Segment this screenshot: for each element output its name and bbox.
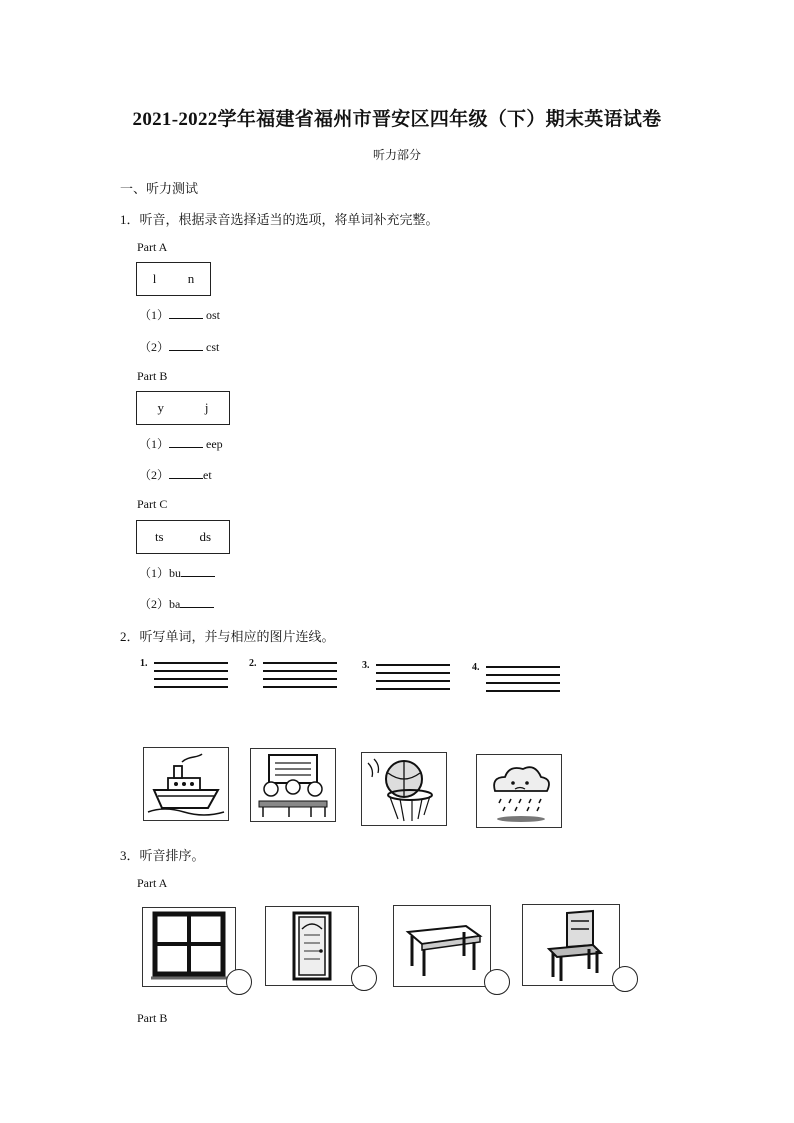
answer-circle[interactable] [351,965,377,991]
writing-lines-3[interactable]: 3. [362,664,452,694]
answer-blank[interactable] [169,308,203,319]
section-heading: 一、听力测试 [120,181,199,196]
q1-part-a-label: Part A [137,240,168,254]
answer-blank[interactable] [181,566,215,577]
q3-part-b-label: Part B [137,1011,168,1025]
answer-blank[interactable] [169,437,203,448]
option: l [152,271,157,286]
option: ds [199,529,212,544]
question-1-prompt: 1．听音，根据录音选择适当的选项，将单词补充完整。 [120,212,439,227]
door-picture [265,906,359,986]
writing-lines-4[interactable]: 4. [472,666,562,696]
table-picture [393,905,491,987]
writing-lines-1[interactable]: 1. [140,662,230,692]
q1-part-c-item-2: （2）ba [139,595,214,612]
answer-blank[interactable] [169,340,203,351]
ship-picture[interactable] [143,747,229,821]
option: n [187,271,195,286]
question-3-prompt: 3．听音排序。 [120,848,205,863]
basketball-picture[interactable] [361,752,447,826]
q1-part-c-item-1: （1）bu [139,564,215,581]
q1-part-c-label: Part C [137,497,168,511]
q3-part-a-label: Part A [137,876,168,890]
answer-circle[interactable] [484,969,510,995]
q1-part-a-item-2: （2） cst [139,340,220,354]
option: y [157,400,164,415]
q1-part-c-options-box [136,520,230,554]
page-subtitle: 听力部分 [372,148,421,162]
answer-circle[interactable] [612,966,638,992]
q1-part-b-options-box [136,391,230,425]
q1-part-b-item-2: （2） et [139,468,212,482]
answer-blank[interactable] [180,597,214,608]
q1-part-a-item-1: （1） ost [139,308,221,322]
q1-part-b-item-1: （1） eep [139,437,223,451]
q1-part-a-options-box [136,262,211,296]
answer-blank[interactable] [169,468,203,479]
writing-lines-2[interactable]: 2. [249,662,339,692]
chair-picture [522,904,620,986]
window-picture [142,907,236,987]
option: j [204,400,209,415]
q1-part-b-label: Part B [137,369,168,383]
classroom-picture[interactable] [250,748,336,822]
page-title: 2021-2022学年福建省福州市晋安区四年级（下）期末英语试卷 [132,109,662,130]
question-2-prompt: 2．听写单词，并与相应的图片连线。 [120,629,335,644]
option: ts [154,529,164,544]
answer-circle[interactable] [226,969,252,995]
rain-cloud-picture[interactable] [476,754,562,828]
